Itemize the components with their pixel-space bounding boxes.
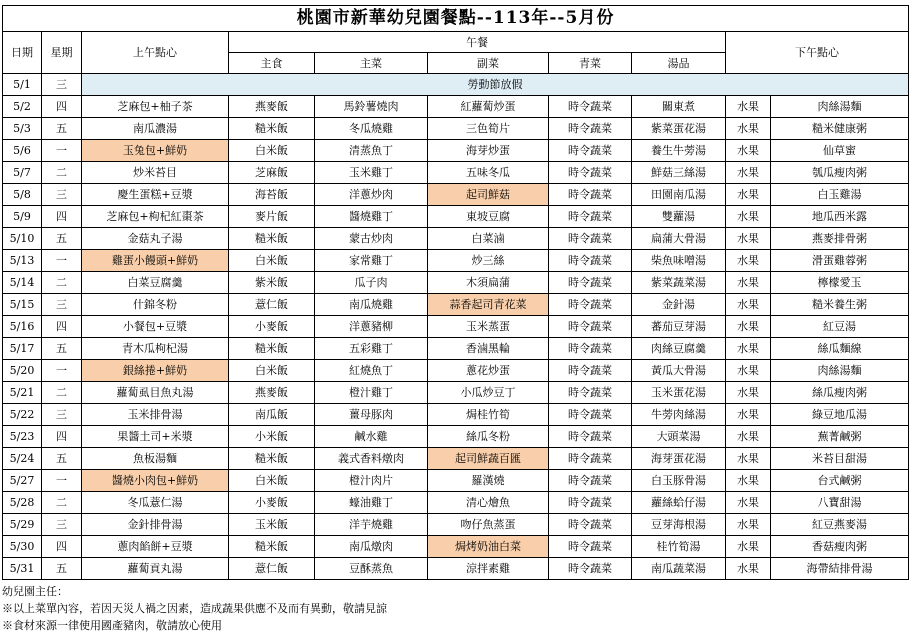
morning-snack-cell: 玉兔包+鮮奶 <box>82 140 229 162</box>
staple-cell: 白米飯 <box>229 250 315 272</box>
morning-snack-cell: 金針排骨湯 <box>82 514 229 536</box>
note-ingredients: ※食材來源一律使用國產豬肉，敬請放心使用 <box>2 619 222 632</box>
main-dish-cell: 瓜子肉 <box>315 272 428 294</box>
table-row <box>3 162 909 184</box>
staple-cell: 小麥飯 <box>229 492 315 514</box>
table-row <box>3 184 909 206</box>
table-row <box>3 118 909 140</box>
side-dish-cell: 小瓜炒豆丁 <box>428 382 549 404</box>
main-dish-cell: 橙汁雞丁 <box>315 382 428 404</box>
afternoon-snack-cell: 肉絲湯麵 <box>771 360 909 382</box>
soup-cell: 黃瓜大骨湯 <box>632 360 726 382</box>
fruit-cell: 水果 <box>726 206 771 228</box>
morning-snack-cell: 南瓜濃湯 <box>82 118 229 140</box>
vegetable-cell: 時令蔬菜 <box>549 184 632 206</box>
morning-snack-cell: 什錦冬粉 <box>82 294 229 316</box>
table-row <box>3 404 909 426</box>
fruit-cell: 水果 <box>726 360 771 382</box>
main-dish-cell: 醬燒雞丁 <box>315 206 428 228</box>
main-dish-cell: 玉米雞丁 <box>315 162 428 184</box>
staple-cell: 小麥飯 <box>229 316 315 338</box>
holiday-note: 勞動節放假 <box>82 74 909 96</box>
morning-snack-cell: 玉米排骨湯 <box>82 404 229 426</box>
soup-cell: 海芽蛋花湯 <box>632 448 726 470</box>
side-dish-cell: 白菜滷 <box>428 228 549 250</box>
holiday-date: 5/1 <box>3 74 42 96</box>
table-row <box>3 514 909 536</box>
afternoon-snack-cell: 檸檬愛玉 <box>771 272 909 294</box>
date-cell: 5/27 <box>3 470 42 492</box>
date-cell: 5/6 <box>3 140 42 162</box>
table-row <box>3 382 909 404</box>
weekday-cell: 四 <box>42 206 82 228</box>
table-row <box>3 316 909 338</box>
vegetable-cell: 時令蔬菜 <box>549 448 632 470</box>
table-row <box>3 228 909 250</box>
weekday-cell: 三 <box>42 294 82 316</box>
header-main-dish: 主菜 <box>315 53 428 74</box>
fruit-cell: 水果 <box>726 338 771 360</box>
fruit-cell: 水果 <box>726 272 771 294</box>
staple-cell: 薏仁飯 <box>229 294 315 316</box>
afternoon-snack-cell: 絲瓜瘦肉粥 <box>771 382 909 404</box>
staple-cell: 紫米飯 <box>229 272 315 294</box>
fruit-cell: 水果 <box>726 250 771 272</box>
vegetable-cell: 時令蔬菜 <box>549 118 632 140</box>
afternoon-snack-cell: 香菇瘦肉粥 <box>771 536 909 558</box>
soup-cell: 關東煮 <box>632 96 726 118</box>
side-dish-cell: 三色筍片 <box>428 118 549 140</box>
morning-snack-cell: 芝麻包+柚子茶 <box>82 96 229 118</box>
weekday-cell: 三 <box>42 404 82 426</box>
weekday-cell: 一 <box>42 250 82 272</box>
table-row <box>3 272 909 294</box>
header-side-dish: 副菜 <box>428 53 549 74</box>
staple-cell: 糙米飯 <box>229 448 315 470</box>
morning-snack-cell: 蔥肉餡餅+豆漿 <box>82 536 229 558</box>
side-dish-cell: 蔥花炒蛋 <box>428 360 549 382</box>
table-row <box>3 470 909 492</box>
fruit-cell: 水果 <box>726 558 771 580</box>
afternoon-snack-cell: 燕麥排骨粥 <box>771 228 909 250</box>
main-dish-cell: 洋蔥炒肉 <box>315 184 428 206</box>
side-dish-cell: 涼拌素雞 <box>428 558 549 580</box>
side-dish-cell: 五味冬瓜 <box>428 162 549 184</box>
page-title: 桃園市新華幼兒園餐點--113年--5月份 <box>3 6 909 32</box>
side-dish-cell: 焗烤奶油白菜 <box>428 536 549 558</box>
side-dish-cell: 起司鮮蔬百匯 <box>428 448 549 470</box>
staple-cell: 糙米飯 <box>229 536 315 558</box>
main-dish-cell: 紅燒魚丁 <box>315 360 428 382</box>
staple-cell: 糙米飯 <box>229 118 315 140</box>
staple-cell: 糙米飯 <box>229 338 315 360</box>
morning-snack-cell: 蘿蔔虱目魚丸湯 <box>82 382 229 404</box>
fruit-cell: 水果 <box>726 118 771 140</box>
staple-cell: 南瓜飯 <box>229 404 315 426</box>
staple-cell: 糙米飯 <box>229 228 315 250</box>
afternoon-snack-cell: 八寶甜湯 <box>771 492 909 514</box>
side-dish-cell: 絲瓜冬粉 <box>428 426 549 448</box>
main-dish-cell: 鹹水雞 <box>315 426 428 448</box>
side-dish-cell: 蒜香起司青花菜 <box>428 294 549 316</box>
vegetable-cell: 時令蔬菜 <box>549 228 632 250</box>
soup-cell: 紫菜蔬菜湯 <box>632 272 726 294</box>
vegetable-cell: 時令蔬菜 <box>549 294 632 316</box>
side-dish-cell: 東坡豆腐 <box>428 206 549 228</box>
vegetable-cell: 時令蔬菜 <box>549 426 632 448</box>
soup-cell: 蕃茄豆芽湯 <box>632 316 726 338</box>
main-dish-cell: 南瓜燒雞 <box>315 294 428 316</box>
vegetable-cell: 時令蔬菜 <box>549 250 632 272</box>
table-row <box>3 426 909 448</box>
fruit-cell: 水果 <box>726 382 771 404</box>
main-dish-cell: 橙汁肉片 <box>315 470 428 492</box>
vegetable-cell: 時令蔬菜 <box>549 272 632 294</box>
date-cell: 5/20 <box>3 360 42 382</box>
afternoon-snack-cell: 綠豆地瓜湯 <box>771 404 909 426</box>
weekday-cell: 四 <box>42 536 82 558</box>
weekday-cell: 五 <box>42 448 82 470</box>
date-cell: 5/30 <box>3 536 42 558</box>
morning-snack-cell: 蘿蔔貢丸湯 <box>82 558 229 580</box>
table-row <box>3 360 909 382</box>
soup-cell: 扁蒲大骨湯 <box>632 228 726 250</box>
main-dish-cell: 蠔油雞丁 <box>315 492 428 514</box>
afternoon-snack-cell: 滑蛋雞蓉粥 <box>771 250 909 272</box>
table-row <box>3 250 909 272</box>
fruit-cell: 水果 <box>726 492 771 514</box>
afternoon-snack-cell: 白玉雞湯 <box>771 184 909 206</box>
staple-cell: 芝麻飯 <box>229 162 315 184</box>
weekday-cell: 四 <box>42 426 82 448</box>
fruit-cell: 水果 <box>726 184 771 206</box>
note-disclaimer: ※以上菜單內容，若因天災人禍之因素，造成蔬果供應不及而有異動，敬請見諒 <box>2 602 387 615</box>
weekday-cell: 四 <box>42 316 82 338</box>
table-row <box>3 536 909 558</box>
table-row <box>3 140 909 162</box>
header-date: 日期 <box>3 32 42 74</box>
header-lunch: 午餐 <box>229 32 726 53</box>
side-dish-cell: 海芽炒蛋 <box>428 140 549 162</box>
vegetable-cell: 時令蔬菜 <box>549 162 632 184</box>
main-dish-cell: 五彩雞丁 <box>315 338 428 360</box>
morning-snack-cell: 青木瓜枸杞湯 <box>82 338 229 360</box>
soup-cell: 紫菜蛋花湯 <box>632 118 726 140</box>
vegetable-cell: 時令蔬菜 <box>549 338 632 360</box>
date-cell: 5/17 <box>3 338 42 360</box>
afternoon-snack-cell: 米苔目甜湯 <box>771 448 909 470</box>
date-cell: 5/21 <box>3 382 42 404</box>
weekday-cell: 一 <box>42 360 82 382</box>
main-dish-cell: 南瓜燉肉 <box>315 536 428 558</box>
header-soup: 湯品 <box>632 53 726 74</box>
side-dish-cell: 吻仔魚蒸蛋 <box>428 514 549 536</box>
staple-cell: 玉米飯 <box>229 514 315 536</box>
date-cell: 5/10 <box>3 228 42 250</box>
staple-cell: 海苔飯 <box>229 184 315 206</box>
afternoon-snack-cell: 台式鹹粥 <box>771 470 909 492</box>
date-cell: 5/3 <box>3 118 42 140</box>
main-dish-cell: 馬鈴薯燒肉 <box>315 96 428 118</box>
main-dish-cell: 洋芋燒雞 <box>315 514 428 536</box>
staple-cell: 白米飯 <box>229 470 315 492</box>
date-cell: 5/15 <box>3 294 42 316</box>
side-dish-cell: 炒三絲 <box>428 250 549 272</box>
date-cell: 5/2 <box>3 96 42 118</box>
weekday-cell: 四 <box>42 96 82 118</box>
main-dish-cell: 薑母豚肉 <box>315 404 428 426</box>
date-cell: 5/23 <box>3 426 42 448</box>
soup-cell: 南瓜蔬菜湯 <box>632 558 726 580</box>
morning-snack-cell: 白菜豆腐羹 <box>82 272 229 294</box>
morning-snack-cell: 芝麻包+枸杞紅棗茶 <box>82 206 229 228</box>
vegetable-cell: 時令蔬菜 <box>549 470 632 492</box>
side-dish-cell: 焗桂竹筍 <box>428 404 549 426</box>
side-dish-cell: 紅蘿蔔炒蛋 <box>428 96 549 118</box>
side-dish-cell: 羅漢燒 <box>428 470 549 492</box>
morning-snack-cell: 雞蛋小饅頭+鮮奶 <box>82 250 229 272</box>
holiday-weekday: 三 <box>42 74 82 96</box>
director-line: 幼兒園主任： <box>2 585 68 598</box>
afternoon-snack-cell: 紅豆燕麥湯 <box>771 514 909 536</box>
vegetable-cell: 時令蔬菜 <box>549 140 632 162</box>
table-row <box>3 206 909 228</box>
morning-snack-cell: 醬燒小肉包+鮮奶 <box>82 470 229 492</box>
vegetable-cell: 時令蔬菜 <box>549 382 632 404</box>
staple-cell: 小米飯 <box>229 426 315 448</box>
afternoon-snack-cell: 地瓜西米露 <box>771 206 909 228</box>
date-cell: 5/13 <box>3 250 42 272</box>
table-row <box>3 492 909 514</box>
side-dish-cell: 起司鮮菇 <box>428 184 549 206</box>
staple-cell: 白米飯 <box>229 140 315 162</box>
morning-snack-cell: 魚板湯麵 <box>82 448 229 470</box>
main-dish-cell: 家常雞丁 <box>315 250 428 272</box>
date-cell: 5/22 <box>3 404 42 426</box>
weekday-cell: 二 <box>42 272 82 294</box>
notes <box>2 583 387 634</box>
date-cell: 5/24 <box>3 448 42 470</box>
weekday-cell: 五 <box>42 228 82 250</box>
fruit-cell: 水果 <box>726 316 771 338</box>
header-afternoon-snack: 下午點心 <box>726 32 909 74</box>
header-staple: 主食 <box>229 53 315 74</box>
date-cell: 5/7 <box>3 162 42 184</box>
soup-cell: 雙蘿湯 <box>632 206 726 228</box>
soup-cell: 蘿絲蛤仔湯 <box>632 492 726 514</box>
fruit-cell: 水果 <box>726 426 771 448</box>
main-dish-cell: 豆酥蒸魚 <box>315 558 428 580</box>
weekday-cell: 三 <box>42 514 82 536</box>
morning-snack-cell: 金菇丸子湯 <box>82 228 229 250</box>
menu-table <box>2 5 909 580</box>
afternoon-snack-cell: 糙米健康粥 <box>771 118 909 140</box>
table-row <box>3 448 909 470</box>
soup-cell: 白玉豚骨湯 <box>632 470 726 492</box>
soup-cell: 柴魚味噌湯 <box>632 250 726 272</box>
staple-cell: 白米飯 <box>229 360 315 382</box>
fruit-cell: 水果 <box>726 448 771 470</box>
afternoon-snack-cell: 瓠瓜瘦肉粥 <box>771 162 909 184</box>
weekday-cell: 三 <box>42 184 82 206</box>
afternoon-snack-cell: 糙米養生粥 <box>771 294 909 316</box>
vegetable-cell: 時令蔬菜 <box>549 514 632 536</box>
main-dish-cell: 義式香料燉肉 <box>315 448 428 470</box>
soup-cell: 鮮菇三絲湯 <box>632 162 726 184</box>
date-cell: 5/8 <box>3 184 42 206</box>
staple-cell: 麥片飯 <box>229 206 315 228</box>
vegetable-cell: 時令蔬菜 <box>549 536 632 558</box>
fruit-cell: 水果 <box>726 162 771 184</box>
soup-cell: 玉米蛋花湯 <box>632 382 726 404</box>
staple-cell: 燕麥飯 <box>229 382 315 404</box>
vegetable-cell: 時令蔬菜 <box>549 360 632 382</box>
fruit-cell: 水果 <box>726 140 771 162</box>
weekday-cell: 二 <box>42 162 82 184</box>
weekday-cell: 五 <box>42 118 82 140</box>
table-row <box>3 294 909 316</box>
morning-snack-cell: 炒米苔目 <box>82 162 229 184</box>
afternoon-snack-cell: 肉絲湯麵 <box>771 96 909 118</box>
weekday-cell: 五 <box>42 338 82 360</box>
side-dish-cell: 玉米蒸蛋 <box>428 316 549 338</box>
morning-snack-cell: 果醬土司+米漿 <box>82 426 229 448</box>
main-dish-cell: 冬瓜燒雞 <box>315 118 428 140</box>
header-morning-snack: 上午點心 <box>82 32 229 74</box>
weekday-cell: 一 <box>42 470 82 492</box>
main-dish-cell: 洋蔥豬柳 <box>315 316 428 338</box>
vegetable-cell: 時令蔬菜 <box>549 206 632 228</box>
vegetable-cell: 時令蔬菜 <box>549 492 632 514</box>
header-vegetable: 青菜 <box>549 53 632 74</box>
table-row <box>3 558 909 580</box>
fruit-cell: 水果 <box>726 294 771 316</box>
main-dish-cell: 蒙古炒肉 <box>315 228 428 250</box>
soup-cell: 牛蒡肉絲湯 <box>632 404 726 426</box>
staple-cell: 薏仁飯 <box>229 558 315 580</box>
soup-cell: 豆芽海根湯 <box>632 514 726 536</box>
weekday-cell: 二 <box>42 492 82 514</box>
fruit-cell: 水果 <box>726 536 771 558</box>
afternoon-snack-cell: 紅豆湯 <box>771 316 909 338</box>
vegetable-cell: 時令蔬菜 <box>549 96 632 118</box>
afternoon-snack-cell: 海帶結排骨湯 <box>771 558 909 580</box>
morning-snack-cell: 冬瓜薏仁湯 <box>82 492 229 514</box>
side-dish-cell: 清心燴魚 <box>428 492 549 514</box>
date-cell: 5/29 <box>3 514 42 536</box>
date-cell: 5/28 <box>3 492 42 514</box>
header-weekday: 星期 <box>42 32 82 74</box>
soup-cell: 桂竹筍湯 <box>632 536 726 558</box>
soup-cell: 大頭菜湯 <box>632 426 726 448</box>
fruit-cell: 水果 <box>726 514 771 536</box>
fruit-cell: 水果 <box>726 470 771 492</box>
afternoon-snack-cell: 蕪菁鹹粥 <box>771 426 909 448</box>
date-cell: 5/14 <box>3 272 42 294</box>
staple-cell: 燕麥飯 <box>229 96 315 118</box>
soup-cell: 田園南瓜湯 <box>632 184 726 206</box>
main-dish-cell: 清蒸魚丁 <box>315 140 428 162</box>
weekday-cell: 五 <box>42 558 82 580</box>
morning-snack-cell: 慶生蛋糕+豆漿 <box>82 184 229 206</box>
holiday-row <box>3 74 909 96</box>
fruit-cell: 水果 <box>726 228 771 250</box>
table-row <box>3 338 909 360</box>
date-cell: 5/31 <box>3 558 42 580</box>
weekday-cell: 一 <box>42 140 82 162</box>
morning-snack-cell: 銀絲捲+鮮奶 <box>82 360 229 382</box>
side-dish-cell: 木須扁蒲 <box>428 272 549 294</box>
fruit-cell: 水果 <box>726 96 771 118</box>
date-cell: 5/16 <box>3 316 42 338</box>
soup-cell: 肉絲豆腐羹 <box>632 338 726 360</box>
soup-cell: 養生牛蒡湯 <box>632 140 726 162</box>
vegetable-cell: 時令蔬菜 <box>549 558 632 580</box>
weekday-cell: 二 <box>42 382 82 404</box>
date-cell: 5/9 <box>3 206 42 228</box>
afternoon-snack-cell: 絲瓜麵線 <box>771 338 909 360</box>
fruit-cell: 水果 <box>726 404 771 426</box>
vegetable-cell: 時令蔬菜 <box>549 404 632 426</box>
vegetable-cell: 時令蔬菜 <box>549 316 632 338</box>
table-row <box>3 96 909 118</box>
soup-cell: 金針湯 <box>632 294 726 316</box>
afternoon-snack-cell: 仙草蜜 <box>771 140 909 162</box>
morning-snack-cell: 小餐包+豆漿 <box>82 316 229 338</box>
side-dish-cell: 香滷黑輪 <box>428 338 549 360</box>
